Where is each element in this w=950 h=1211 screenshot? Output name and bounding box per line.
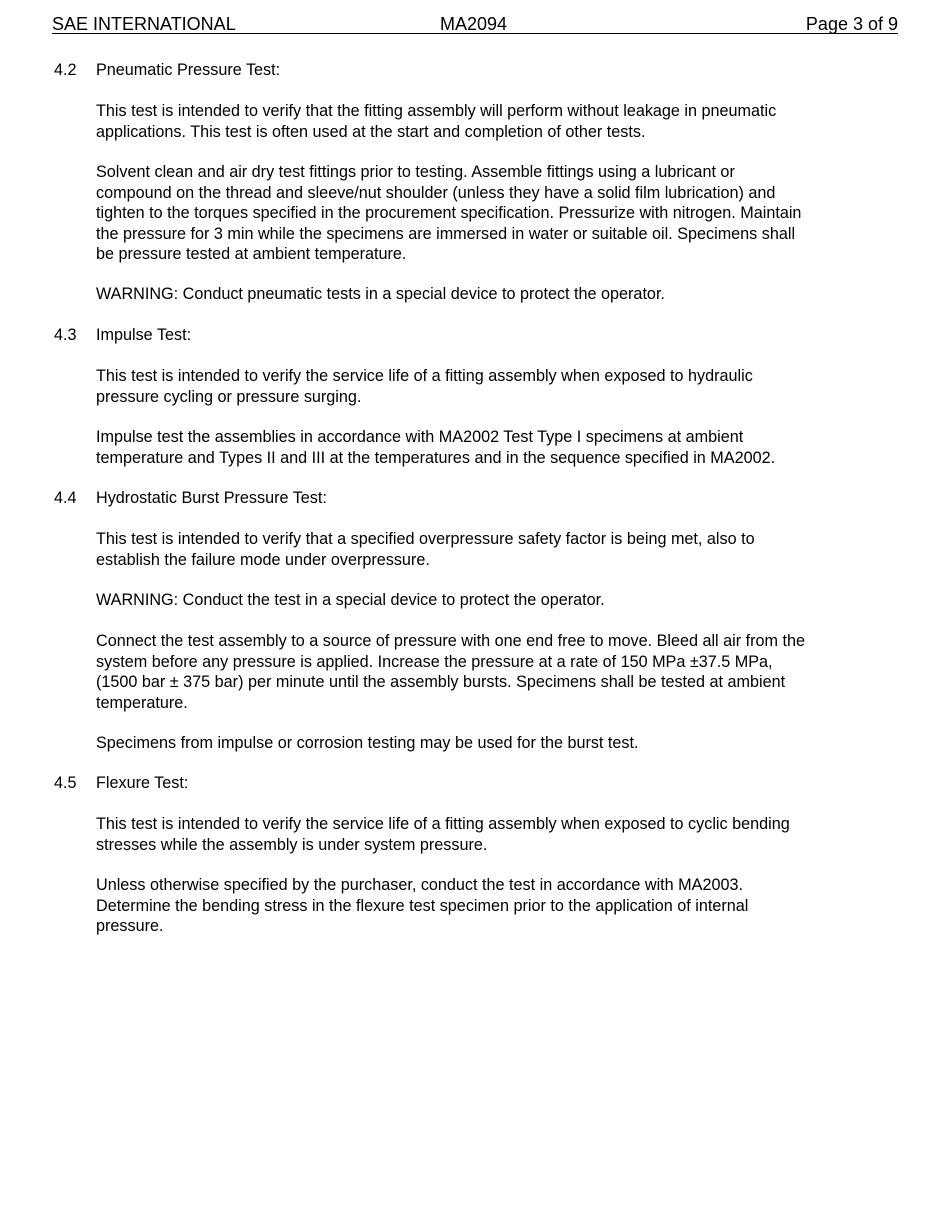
header-page-number: Page 3 of 9 — [805, 14, 898, 34]
warning-paragraph: WARNING: Conduct pneumatic tests in a special device to protect the operator. — [96, 285, 665, 303]
paragraph: This test is intended to verify the service life of a fitting assembly when exposed to cyclic bending stresses while the assembly is under system pressure. — [96, 815, 790, 854]
paragraph: Specimens from impulse or corrosion testing may be used for the burst test. — [96, 734, 639, 752]
header-org: SAE INTERNATIONAL — [52, 14, 236, 34]
section-heading-4-2 — [54, 60, 280, 81]
paragraph: This test is intended to verify the service life of a fitting assembly when exposed to hydraulic pressure cycling or pressure surging. — [96, 367, 753, 406]
section-title: Flexure Test: — [96, 774, 189, 792]
paragraph: Impulse test the assemblies in accordance with MA2002 Test Type I specimens at ambient temperature and Types II and III at the temperatures and in the sequence specified in MA2002. — [96, 428, 776, 467]
section-title: Hydrostatic Burst Pressure Test: — [96, 489, 327, 507]
paragraph: This test is intended to verify that a specified overpressure safety factor is being met, also to establish the failure mode under overpressure. — [96, 530, 755, 569]
section-number: 4.3 — [54, 326, 77, 344]
section-heading-4-5 — [54, 773, 188, 794]
paragraph: This test is intended to verify that the fitting assembly will perform without leakage in pneumatic applications. This test is often used at the start and completion of other tests. — [96, 102, 777, 141]
section-heading-4-3 — [54, 325, 191, 346]
page-header — [52, 13, 898, 34]
section-title: Pneumatic Pressure Test: — [96, 61, 281, 79]
paragraph: Unless otherwise specified by the purchaser, conduct the test in accordance with MA2003. Determine the bending stress in the flexure test specimen prior to the application of internal pressure. — [96, 876, 749, 935]
section-heading-4-4 — [54, 488, 327, 509]
paragraph: Solvent clean and air dry test fittings prior to testing. Assemble fittings using a lubricant or compound on the thread and sleeve/nut shoulder (unless they have a solid film lubrication) and tighten to the torques specified in the procurement specification. Pressurize with nitrogen. Maintain the pressure for 3 min while the specimens are immersed in water or suitable oil. Specimens shall be pressure tested at ambient temperature. — [96, 163, 802, 263]
warning-paragraph: WARNING: Conduct the test in a special device to protect the operator. — [96, 591, 605, 609]
section-title: Impulse Test: — [96, 326, 192, 344]
paragraph: Connect the test assembly to a source of pressure with one end free to move. Bleed all air from the system before any pressure is applied. Increase the pressure at a rate of 150 MPa ±37.5 MPa, (1500 bar ± 375 bar) per minute until the assembly bursts. Specimens shall be tested at ambient temperature. — [96, 632, 806, 712]
section-number: 4.4 — [54, 489, 77, 507]
section-number: 4.2 — [54, 61, 77, 79]
header-doc-id: MA2094 — [440, 14, 508, 34]
section-number: 4.5 — [54, 774, 77, 792]
